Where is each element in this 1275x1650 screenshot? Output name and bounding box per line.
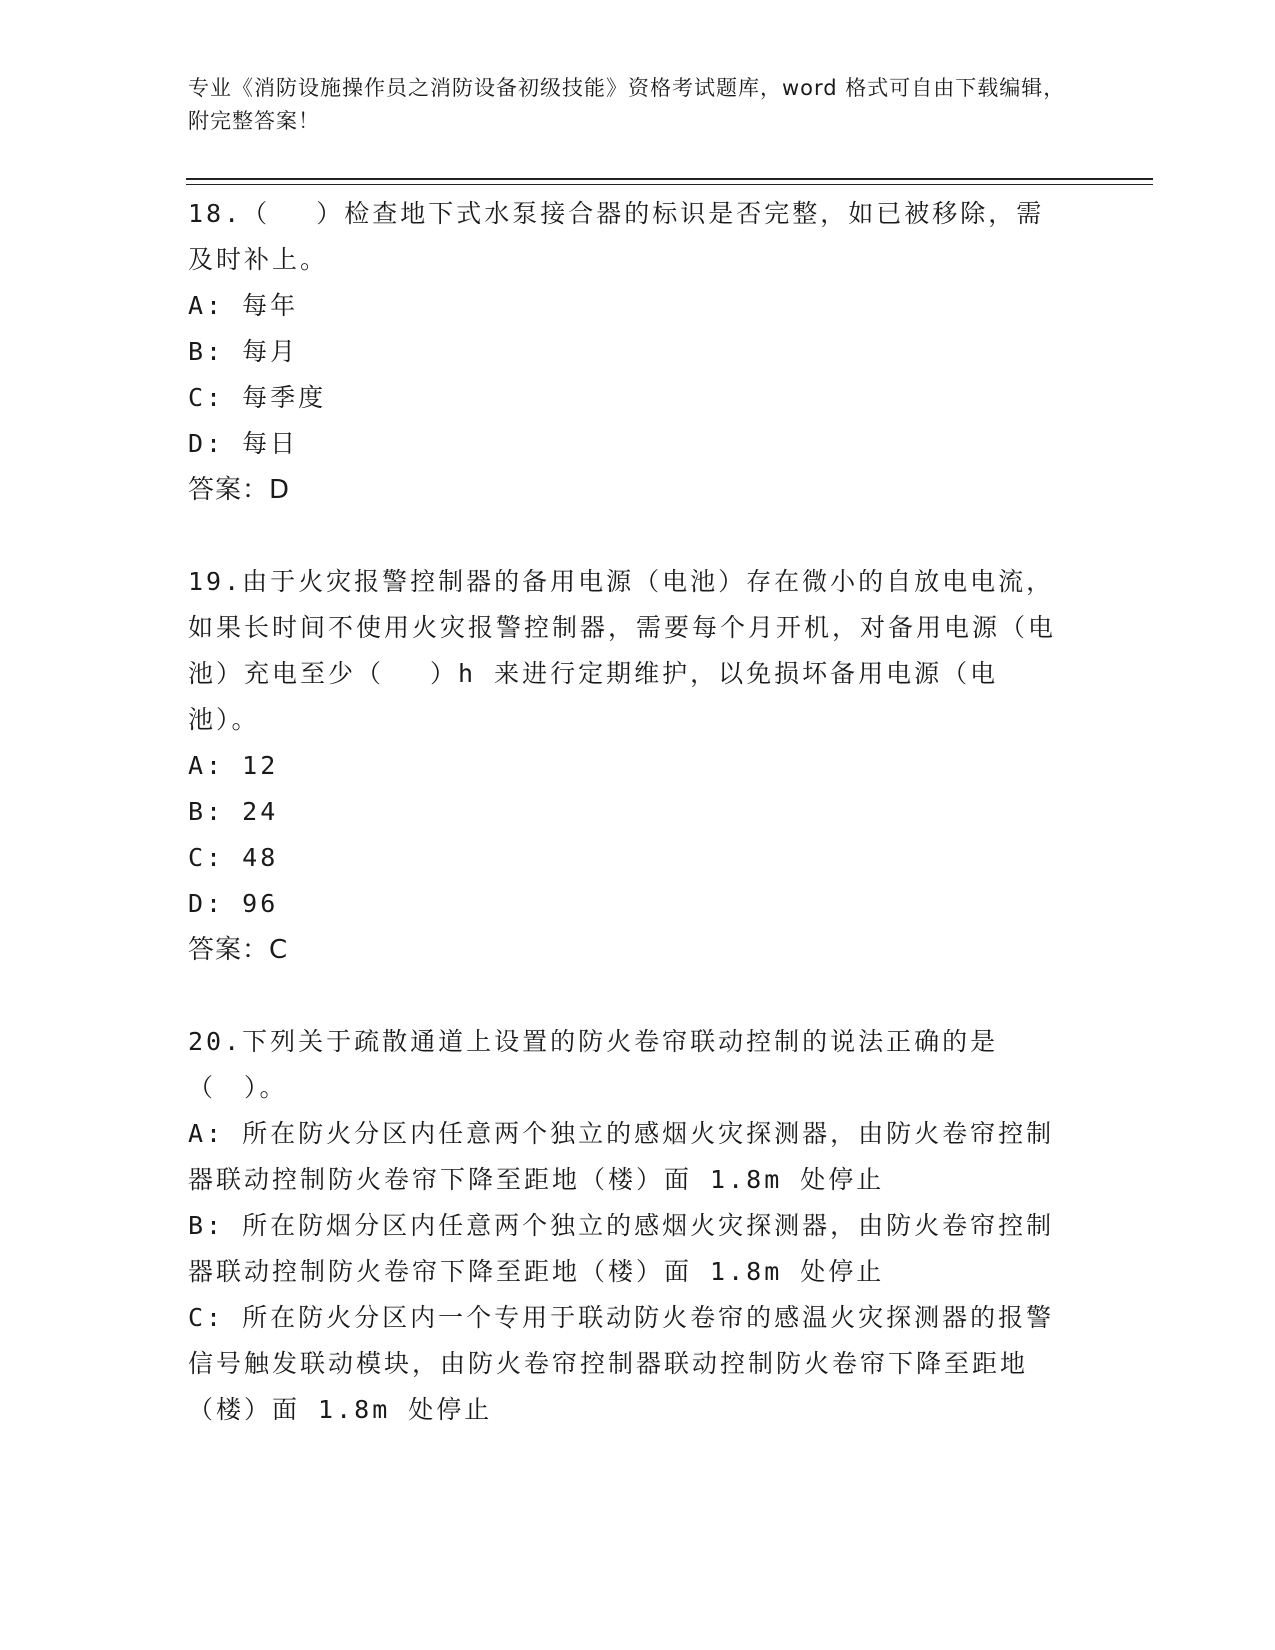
option-c: C: 48	[188, 843, 279, 872]
answer-line: 答案：C	[188, 935, 289, 965]
option-d: D: 96	[188, 889, 279, 918]
question-19	[188, 559, 1068, 973]
header-divider-thick	[186, 178, 1153, 180]
question-20	[188, 1019, 1068, 1433]
option-b: B: 所在防烟分区内任意两个独立的感烟火灾探测器，由防火卷帘控制器联动控制防火卷帘下降至距地（楼）面 1.8m 处停止	[188, 1211, 1055, 1286]
question-text: 19.由于火灾报警控制器的备用电源（电池）存在微小的自放电电流，如果长时间不使用火灾报警控制器，需要每个月开机，对备用电源（电池）充电至少（ ）h 来进行定期维护，以免损坏备用电源（电池）。	[188, 567, 1057, 734]
question-18	[188, 191, 1068, 513]
option-b: B: 24	[188, 797, 279, 826]
answer-line: 答案：D	[188, 475, 291, 505]
option-b: B: 每月	[188, 337, 299, 366]
question-text: 20.下列关于疏散通道上设置的防火卷帘联动控制的说法正确的是（ ）。	[188, 1027, 999, 1102]
option-a: A: 12	[188, 751, 279, 780]
document-header: 专业《消防设施操作员之消防设备初级技能》资格考试题库，word 格式可自由下载编辑，附完整答案！	[188, 76, 1066, 133]
option-a: A: 所在防火分区内任意两个独立的感烟火灾探测器，由防火卷帘控制器联动控制防火卷帘下降至距地（楼）面 1.8m 处停止	[188, 1119, 1055, 1194]
option-a: A: 每年	[188, 291, 299, 320]
question-spacer	[188, 973, 1068, 1019]
question-list	[188, 191, 1068, 1433]
option-c: C: 每季度	[188, 383, 327, 412]
question-spacer	[188, 513, 1068, 559]
option-c: C: 所在防火分区内一个专用于联动防火卷帘的感温火灾探测器的报警信号触发联动模块，由防火卷帘控制器联动控制防火卷帘下降至距地（楼）面 1.8m 处停止	[188, 1303, 1055, 1424]
question-text: 18.（ ）检查地下式水泵接合器的标识是否完整，如已被移除，需及时补上。	[188, 199, 1045, 274]
header-divider-thin	[186, 184, 1153, 185]
option-d: D: 每日	[188, 429, 299, 458]
